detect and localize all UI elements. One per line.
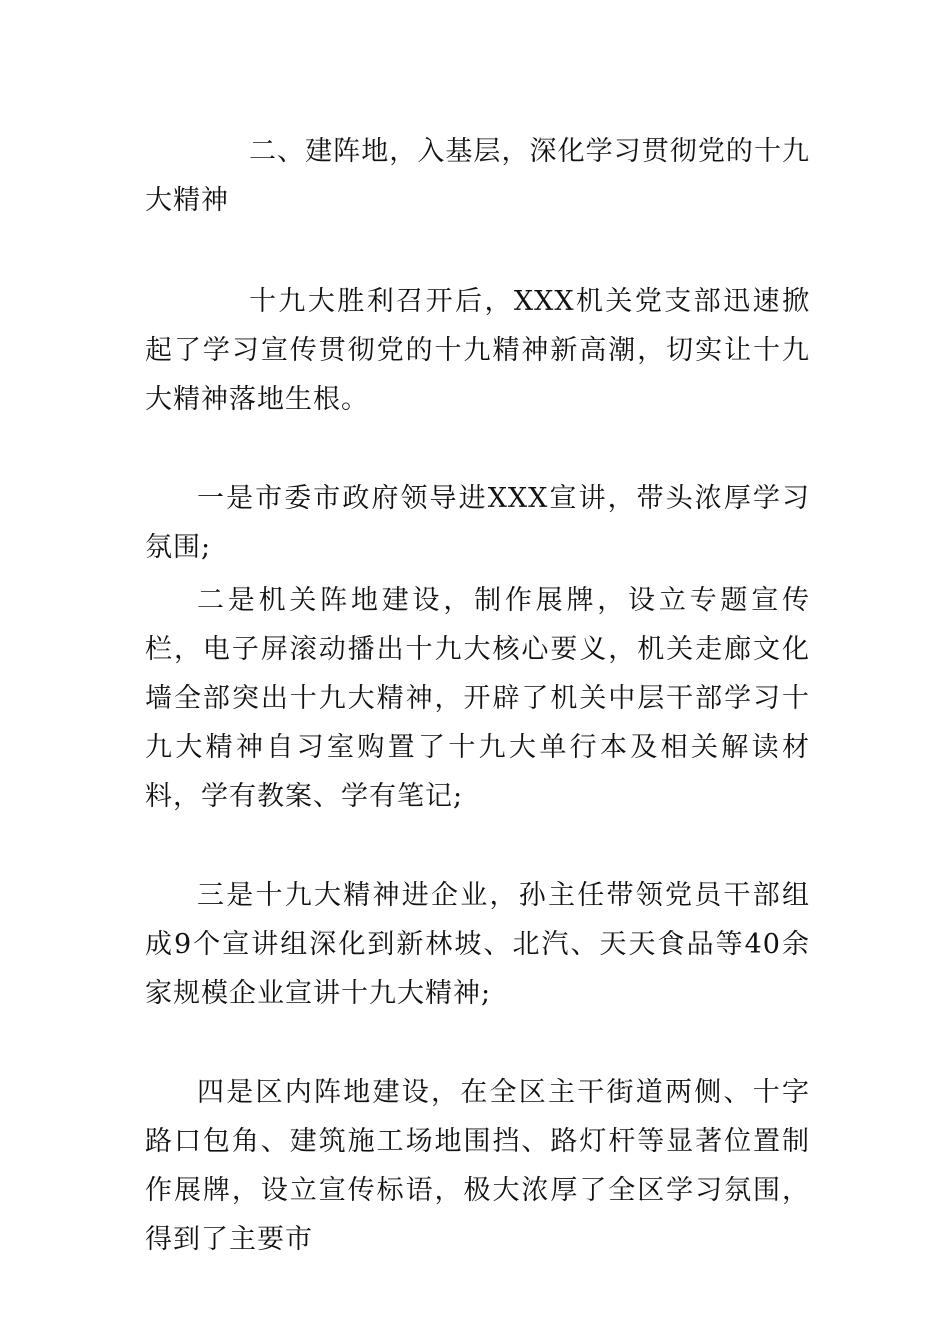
list-paragraph: 四是区内阵地建设，在全区主干街道两侧、十字路口包角、建筑施工场地围挡、路灯杆等显著位置制作展牌，设立宣传标语，极大浓厚了全区学习氛围，得到了主要市 — [145, 1077, 810, 1255]
body-paragraph: 十九大胜利召开后，XXX机关党支部迅速掀起了学习宣传贯彻党的十九精神新高潮，切实让十九大精神落地生根。 — [145, 286, 810, 415]
section-heading: 二、建阵地，入基层，深化学习贯彻党的十九大精神 — [145, 136, 810, 216]
list-paragraph: 三是十九大精神进企业，孙主任带领党员干部组成9个宣讲组深化到新林坡、北汽、天天食品等40余家规模企业宣讲十九大精神; — [145, 880, 810, 1009]
list-paragraph: 二是机关阵地建设，制作展牌，设立专题宣传栏，电子屏滚动播出十九大核心要义，机关走廊文化墙全部突出十九大精神，开辟了机关中层干部学习十九大精神自习室购置了十九大单行本及相关解读材料，学有教案、学有笔记; — [145, 585, 810, 812]
list-paragraph: 一是市委市政府领导进XXX宣讲，带头浓厚学习氛围; — [145, 483, 810, 563]
